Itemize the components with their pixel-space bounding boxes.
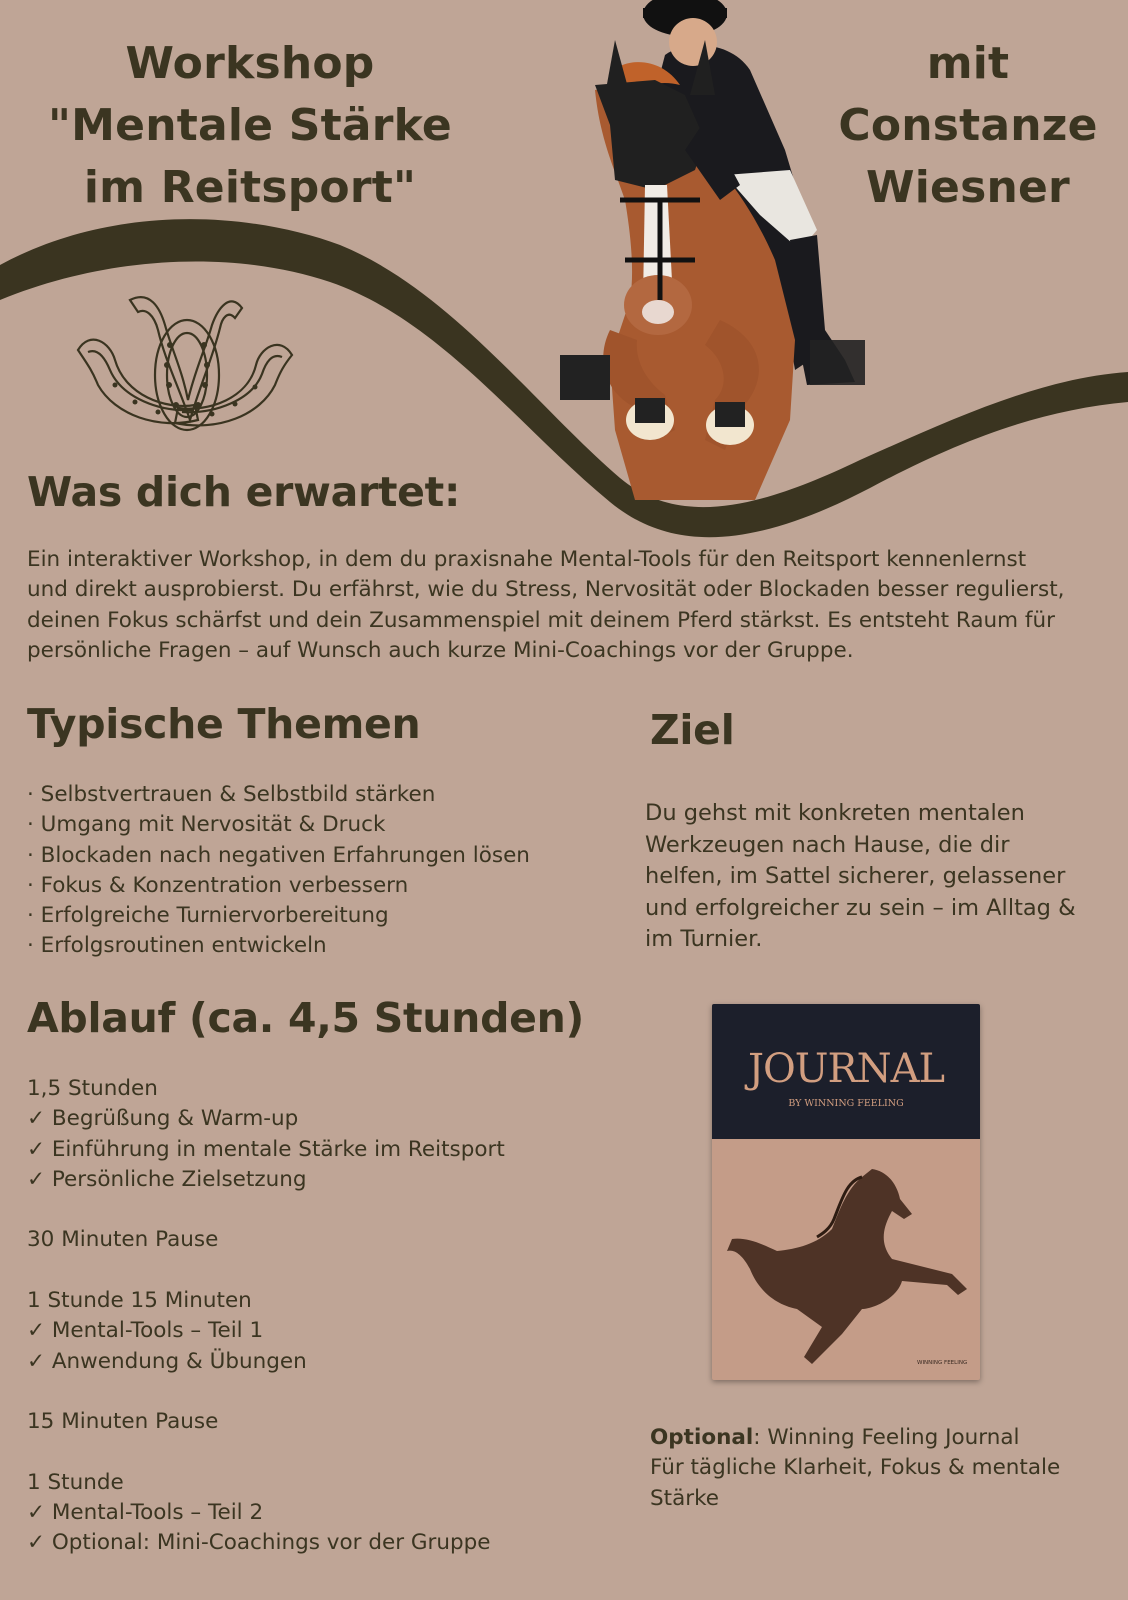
- goal-line: helfen, im Sattel sicherer, gelassener: [645, 863, 1066, 890]
- schedule-item: ✓ Begrüßung & Warm-up: [27, 1106, 299, 1132]
- schedule-item: ✓ Optional: Mini-Coachings vor der Gruppe: [27, 1530, 491, 1556]
- goal-line: im Turnier.: [645, 926, 763, 953]
- themes-heading: Typische Themen: [27, 700, 421, 748]
- goal-line: Werkzeugen nach Hause, die dir: [645, 831, 1010, 858]
- schedule-item: ✓ Persönliche Zielsetzung: [27, 1166, 307, 1192]
- show-jumping-rider-photo: [555, 0, 895, 505]
- schedule-duration: 1 Stunde: [27, 1469, 124, 1495]
- journal-caption-text: : Winning Feeling Journal: [753, 1425, 1020, 1450]
- schedule-item: ✓ Anwendung & Übungen: [27, 1348, 307, 1374]
- schedule-duration: 1 Stunde 15 Minuten: [27, 1288, 252, 1314]
- journal-brand: WINNING FEELING: [917, 1360, 968, 1366]
- goal-line: und erfolgreicher zu sein – im Alltag &: [645, 894, 1076, 921]
- goal-line: Du gehst mit konkreten mentalen: [645, 800, 1025, 826]
- schedule-item: ✓ Mental-Tools – Teil 1: [27, 1318, 264, 1344]
- schedule-item: ✓ Mental-Tools – Teil 2: [27, 1500, 264, 1526]
- journal-caption-line: Stärke: [650, 1485, 720, 1511]
- intro-heading: Was dich erwartet:: [27, 468, 461, 516]
- themes-list: [27, 780, 597, 962]
- list-item: · Erfolgreiche Turniervorbereitung: [27, 903, 389, 929]
- goal-heading: Ziel: [650, 706, 735, 754]
- intro-line: Ein interaktiver Workshop, in dem du praxisnahe Mental-Tools für den Reitsport kennenlernst: [27, 547, 1027, 572]
- journal-caption-line: Für tägliche Klarheit, Fokus & mentale: [650, 1455, 1061, 1481]
- title-line: im Reitsport": [83, 162, 417, 213]
- journal-book-image: [712, 1004, 980, 1380]
- journal-caption: [650, 1423, 1120, 1514]
- host-line: Wiesner: [866, 162, 1070, 213]
- schedule-list: [27, 1074, 607, 1559]
- intro-line: persönliche Fragen – auf Wunsch auch kurze Mini-Coachings vor der Gruppe.: [27, 637, 854, 663]
- list-item: · Fokus & Konzentration verbessern: [27, 872, 409, 898]
- journal-caption-bold: Optional: [650, 1425, 754, 1450]
- list-item: · Erfolgsroutinen entwickeln: [27, 933, 327, 959]
- schedule-item: ✓ Einführung in mentale Stärke im Reitsport: [27, 1136, 505, 1162]
- journal-subtitle: BY WINNING FEELING: [788, 1098, 904, 1109]
- workshop-title: [30, 33, 470, 219]
- title-line: "Mentale Stärke: [48, 100, 452, 151]
- journal-title: JOURNAL: [747, 1046, 945, 1092]
- rearing-horse-icon: [722, 1159, 972, 1369]
- title-line: Workshop: [125, 38, 375, 89]
- intro-line: und direkt ausprobierst. Du erfährst, wie du Stress, Nervosität oder Blockaden besser regulierst,: [27, 577, 1065, 603]
- intro-line: deinen Fokus schärfst und dein Zusammenspiel mit deinem Pferd stärkst. Es entsteht Raum für: [27, 607, 1055, 633]
- list-item: · Selbstvertrauen & Selbstbild stärken: [27, 782, 436, 807]
- schedule-duration: 1,5 Stunden: [27, 1076, 158, 1101]
- schedule-heading: Ablauf (ca. 4,5 Stunden): [27, 994, 584, 1042]
- host-line: mit: [926, 38, 1010, 89]
- host-line: Constanze: [838, 100, 1098, 151]
- interlocked-horseshoes-icon: [70, 290, 300, 460]
- list-item: · Blockaden nach negativen Erfahrungen lösen: [27, 842, 530, 868]
- schedule-duration: 15 Minuten Pause: [27, 1409, 219, 1435]
- intro-text: [27, 545, 1117, 666]
- goal-text: [645, 798, 1115, 956]
- list-item: · Umgang mit Nervosität & Druck: [27, 812, 386, 838]
- schedule-duration: 30 Minuten Pause: [27, 1227, 219, 1253]
